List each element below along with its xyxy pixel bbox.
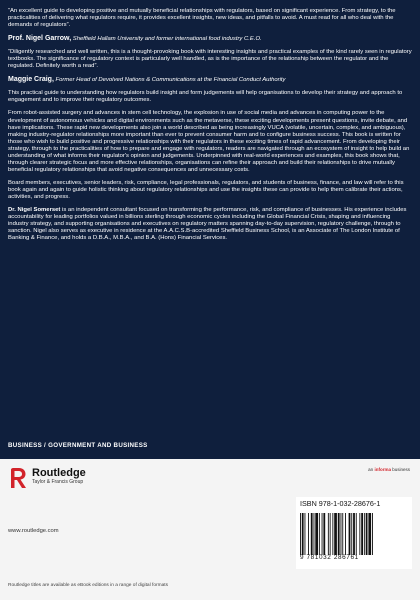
barcode-bar (359, 513, 360, 555)
barcode-bar (308, 513, 309, 555)
barcode-bar (332, 513, 333, 555)
reviewer-role-2: Former Head of Devolved Nations & Communications at the Financial Conduct Authority (55, 77, 286, 84)
author-bio (8, 207, 412, 242)
reviewer-name-1: Prof. Nigel Garrow, (8, 35, 72, 43)
description-paragraph-2: From robot-assisted surgery and advances in stem cell technology, the explosion in use of social media and advances in computing power to the development of autonomous vehicles and digital environments such as the metaverse, these exciting developments present questions, invite debate, and have implications. These rapid new developments also join a world described as being increasingly VUCA (volatile, uncertain, complex, and ambiguous), making industry-regulator relationships more important than ever to prevent consumer harm and to configure business success. This book is written for those who wish to build positive and progressive relationships with their regulators in these exciting times of rapid advancement. From developing their strategy, through to the practicalities of how to prepare and engage with regulators, readers are navigated through an ecosystem of insight to help build an understanding of what informs their regulator's opinion and judgements. Underpinned with real-world experiences and examples, this book shows that, through clearer strategic focus and more effective relationships, organisations can refine their approach and build their relationships to drive mutually beneficial regulatory relationships that avoid negative consequences and unnecessary costs. (8, 110, 410, 173)
cover-text-block (8, 8, 412, 248)
barcode-bar (353, 513, 355, 555)
routledge-wordmark (32, 467, 86, 485)
barcode-bar (351, 513, 352, 555)
routledge-r-icon (8, 467, 28, 489)
barcode-bar (315, 513, 318, 555)
barcode-bar (372, 513, 373, 555)
routledge-logo (8, 467, 86, 489)
barcode-bar (356, 513, 357, 555)
informa-imprint (368, 467, 410, 472)
barcode-bar (311, 513, 313, 555)
barcode-bar (342, 513, 343, 555)
description-paragraph-3: Board members, executives, senior leaders, risk, compliance, legal professionals, regulators, and students of business, finance, and law will refer to this book again and again to guide holistic thinking about regulatory relationships and use the insights these can provide to help them calibrate their actions, activities, and progress. (8, 179, 404, 200)
barcode-bar (330, 513, 331, 555)
barcode-bar (334, 513, 337, 555)
author-name: Dr. Nigel Somerset (8, 207, 61, 214)
barcode-bar (361, 513, 363, 555)
barcode-bar (364, 513, 365, 555)
barcode-bar (300, 513, 301, 555)
barcode-bar (319, 513, 320, 555)
publisher-band (0, 459, 420, 600)
barcode-bar (314, 513, 315, 555)
barcode-bar (338, 513, 340, 555)
barcode-bar (328, 513, 329, 555)
review-attribution-1 (8, 35, 412, 43)
barcode-bar (368, 513, 371, 555)
barcode-bar (323, 513, 325, 555)
review-quote-2: “Diligently researched and well written, this is a thought-provoking book with interesting insights and practical examples of the kind rarely seen in regulatory textbooks. The significance of regulatory context is particularly well handled, as is the importance of the relationship between the regulator and the regulated. Definitely worth a read”. (8, 49, 412, 70)
barcode-bar (366, 513, 368, 555)
barcode-bar (349, 513, 351, 555)
barcode-bar (345, 513, 346, 555)
imprint-prefix: an (368, 467, 374, 472)
barcode-bar (341, 513, 342, 555)
publisher-website[interactable]: www.routledge.com (8, 528, 59, 534)
subject-category: BUSINESS / GOVERNMENT AND BUSINESS (8, 442, 148, 449)
publisher-name: Routledge (32, 467, 86, 479)
barcode-bar (302, 513, 304, 555)
imprint-brand: informa (374, 467, 391, 472)
isbn-digits: 9 781032 286761 (300, 554, 359, 561)
author-bio-text: is an independent consultant focused on transforming the performance, risk, and compliance of businesses. His experience includes accountability for leading portfolios valued in billions sterling through economic cycles including the Global Financial Crisis, shaping and influencing industry strategy, and supporting organisations and executives on regulatory matters spanning day-to-day supervision, regulatory challenge, through to sanction. Nigel also serves as executive in residence at the A.A.C.S.B-accredited Sheffield Business School, is an Associate of The London Institute of Banking & Finance, and holds a D.B.A., M.B.A., and B.A. (Hons) Financial Services. (8, 207, 407, 242)
reviewer-name-2: Maggie Craig, (8, 76, 54, 84)
isbn-label: ISBN 978-1-032-28676-1 (300, 499, 381, 508)
review-attribution-2 (8, 76, 412, 84)
reviewer-role-1: Sheffield Hallam University and former international food industry C.E.O. (72, 36, 262, 43)
barcode-bar (305, 513, 306, 555)
barcode-graphic (300, 513, 408, 555)
barcode-box (296, 497, 412, 569)
imprint-suffix: business (392, 467, 410, 472)
description-paragraph-1: This practical guide to understanding how regulators build insight and form judgements will help organisations to develop their strategy and approach to engagement and to improve their regulatory outcomes. (8, 90, 403, 104)
review-quote-1: “An excellent guide to developing positive and mutually beneficial relationships with regulators, based on significant experience. From strategy, to the practicalities of delivering what regulators require, it provides excellent insights, new ideas, and pitfalls to avoid. A must read for all who deal with the demands of regulators”. (8, 8, 396, 29)
publisher-subtitle: Taylor & Francis Group (32, 479, 84, 485)
ebook-notice: Routledge titles are available as eBook editions in a range of digital formats (8, 583, 168, 588)
barcode-bar (322, 513, 323, 555)
